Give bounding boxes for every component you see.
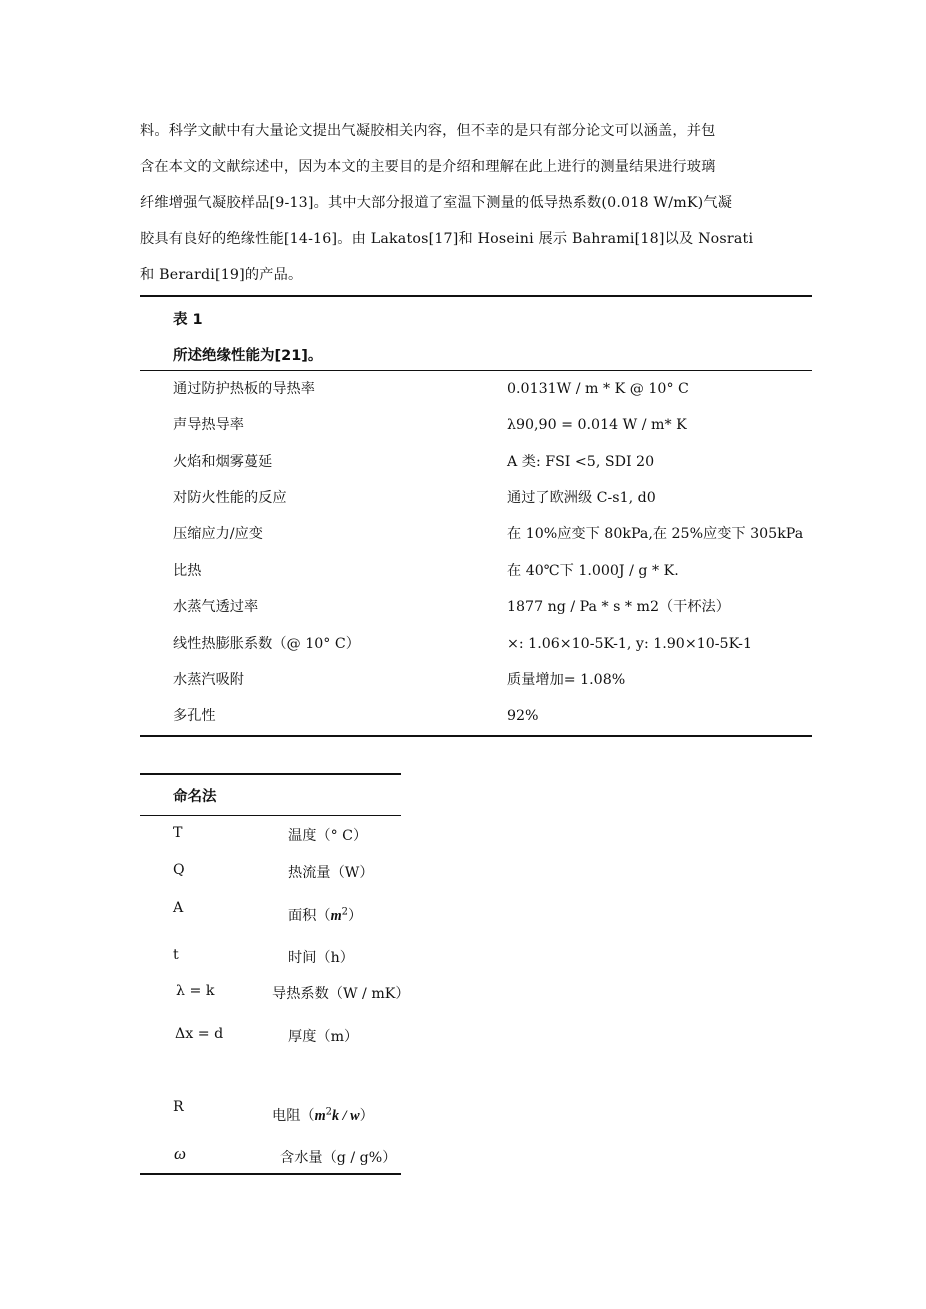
table1-label: 表 1 xyxy=(173,312,203,328)
property-cell: 压缩应力/应变 xyxy=(173,526,263,542)
table1-top-rule xyxy=(140,295,812,297)
unit-symbol: m xyxy=(330,908,342,924)
table-row xyxy=(173,559,813,583)
paragraph-line: 含在本文的文献综述中，因为本文的主要目的是介绍和理解在此上进行的测量结果进行玻璃 xyxy=(140,159,716,175)
nomenclature-symbol: A xyxy=(173,900,184,916)
value-cell: 通过了欧洲级 C-s1, d0 xyxy=(507,490,656,506)
table1-caption: 所述绝缘性能为[21]。 xyxy=(173,348,323,364)
nomenclature-symbol: Q xyxy=(173,862,185,878)
table-row xyxy=(173,632,813,656)
unit-symbol: m xyxy=(314,1108,326,1124)
table-row xyxy=(173,413,813,437)
table-row xyxy=(173,450,813,474)
nomenclature-symbol: R xyxy=(173,1099,184,1115)
meaning-prefix: 电阻（ xyxy=(272,1108,315,1124)
property-cell: 水蒸汽吸附 xyxy=(173,672,244,688)
property-cell: 对防火性能的反应 xyxy=(173,490,287,506)
value-cell: 在 10%应变下 80kPa,在 25%应变下 305kPa xyxy=(507,526,804,542)
property-cell: 通过防护热板的导热率 xyxy=(173,381,315,397)
nomenclature-meaning: 时间（h） xyxy=(288,950,354,966)
property-cell: 多孔性 xyxy=(173,708,216,724)
nomenclature-meaning: 含水量（g / g%） xyxy=(280,1150,397,1166)
value-cell: 1877 ng / Pa * s * m2（干杯法） xyxy=(507,599,730,615)
table-row xyxy=(173,668,813,692)
table1-bottom-rule xyxy=(140,735,812,737)
nomenclature-meaning xyxy=(288,905,362,925)
paragraph-line: 和 Berardi[19]的产品。 xyxy=(140,267,303,283)
value-cell: A 类: FSI <5, SDI 20 xyxy=(507,454,655,470)
paragraph-line: 胶具有良好的绝缘性能[14-16]。由 Lakatos[17]和 Hoseini 展示 Bahrami[18]以及 Nosrati xyxy=(140,231,754,247)
table-row xyxy=(173,486,813,510)
nomenclature-header-rule xyxy=(140,815,401,816)
nomenclature-meaning: 厚度（m） xyxy=(288,1029,359,1045)
table-row xyxy=(173,704,813,728)
unit-exponent: 2 xyxy=(341,906,348,918)
nomenclature-symbol: Δx = d xyxy=(175,1026,224,1042)
nomenclature-top-rule xyxy=(140,773,401,775)
nomenclature-meaning xyxy=(272,1105,374,1125)
nomenclature-meaning: 温度（° C） xyxy=(288,828,368,844)
property-cell: 火焰和烟雾蔓延 xyxy=(173,454,273,470)
nomenclature-symbol: λ = k xyxy=(176,983,215,999)
paragraph-line: 料。科学文献中有大量论文提出气凝胶相关内容，但不幸的是只有部分论文可以涵盖，并包 xyxy=(140,123,716,139)
table1-header-rule xyxy=(140,370,812,371)
meaning-prefix: 面积（ xyxy=(288,908,331,924)
table-row xyxy=(173,595,813,619)
table-row xyxy=(173,522,813,546)
unit-rest: k / w xyxy=(332,1108,360,1124)
nomenclature-meaning: 热流量（W） xyxy=(288,865,374,881)
value-cell: 0.0131W / m * K @ 10° C xyxy=(507,381,689,397)
value-cell: 质量增加= 1.08% xyxy=(507,672,626,688)
value-cell: ×: 1.06×10-5K-1, y: 1.90×10-5K-1 xyxy=(507,636,752,652)
nomenclature-title: 命名法 xyxy=(173,789,217,805)
unit-exponent: 2 xyxy=(325,1106,332,1118)
value-cell: 在 40℃下 1.000J / g * K. xyxy=(507,563,679,579)
value-cell: 92% xyxy=(507,708,539,724)
table-row xyxy=(173,377,813,401)
body-paragraph xyxy=(140,113,795,293)
meaning-suffix: ） xyxy=(348,908,363,924)
value-cell: λ90,90 = 0.014 W / m* K xyxy=(507,417,687,433)
paragraph-line: 纤维增强气凝胶样品[9-13]。其中大部分报道了室温下测量的低导热系数(0.018 W/mK)气凝 xyxy=(140,195,733,211)
nomenclature-symbol: ω xyxy=(174,1144,187,1163)
nomenclature-bottom-rule xyxy=(140,1173,401,1175)
property-cell: 比热 xyxy=(173,563,202,579)
property-cell: 水蒸气透过率 xyxy=(173,599,259,615)
property-cell: 声导热导率 xyxy=(173,417,244,433)
nomenclature-symbol: t xyxy=(173,947,179,963)
nomenclature-meaning: 导热系数（W / mK） xyxy=(272,986,410,1002)
property-cell: 线性热膨胀系数（@ 10° C） xyxy=(173,636,360,652)
nomenclature-symbol: T xyxy=(173,825,183,841)
meaning-suffix: ） xyxy=(359,1108,374,1124)
